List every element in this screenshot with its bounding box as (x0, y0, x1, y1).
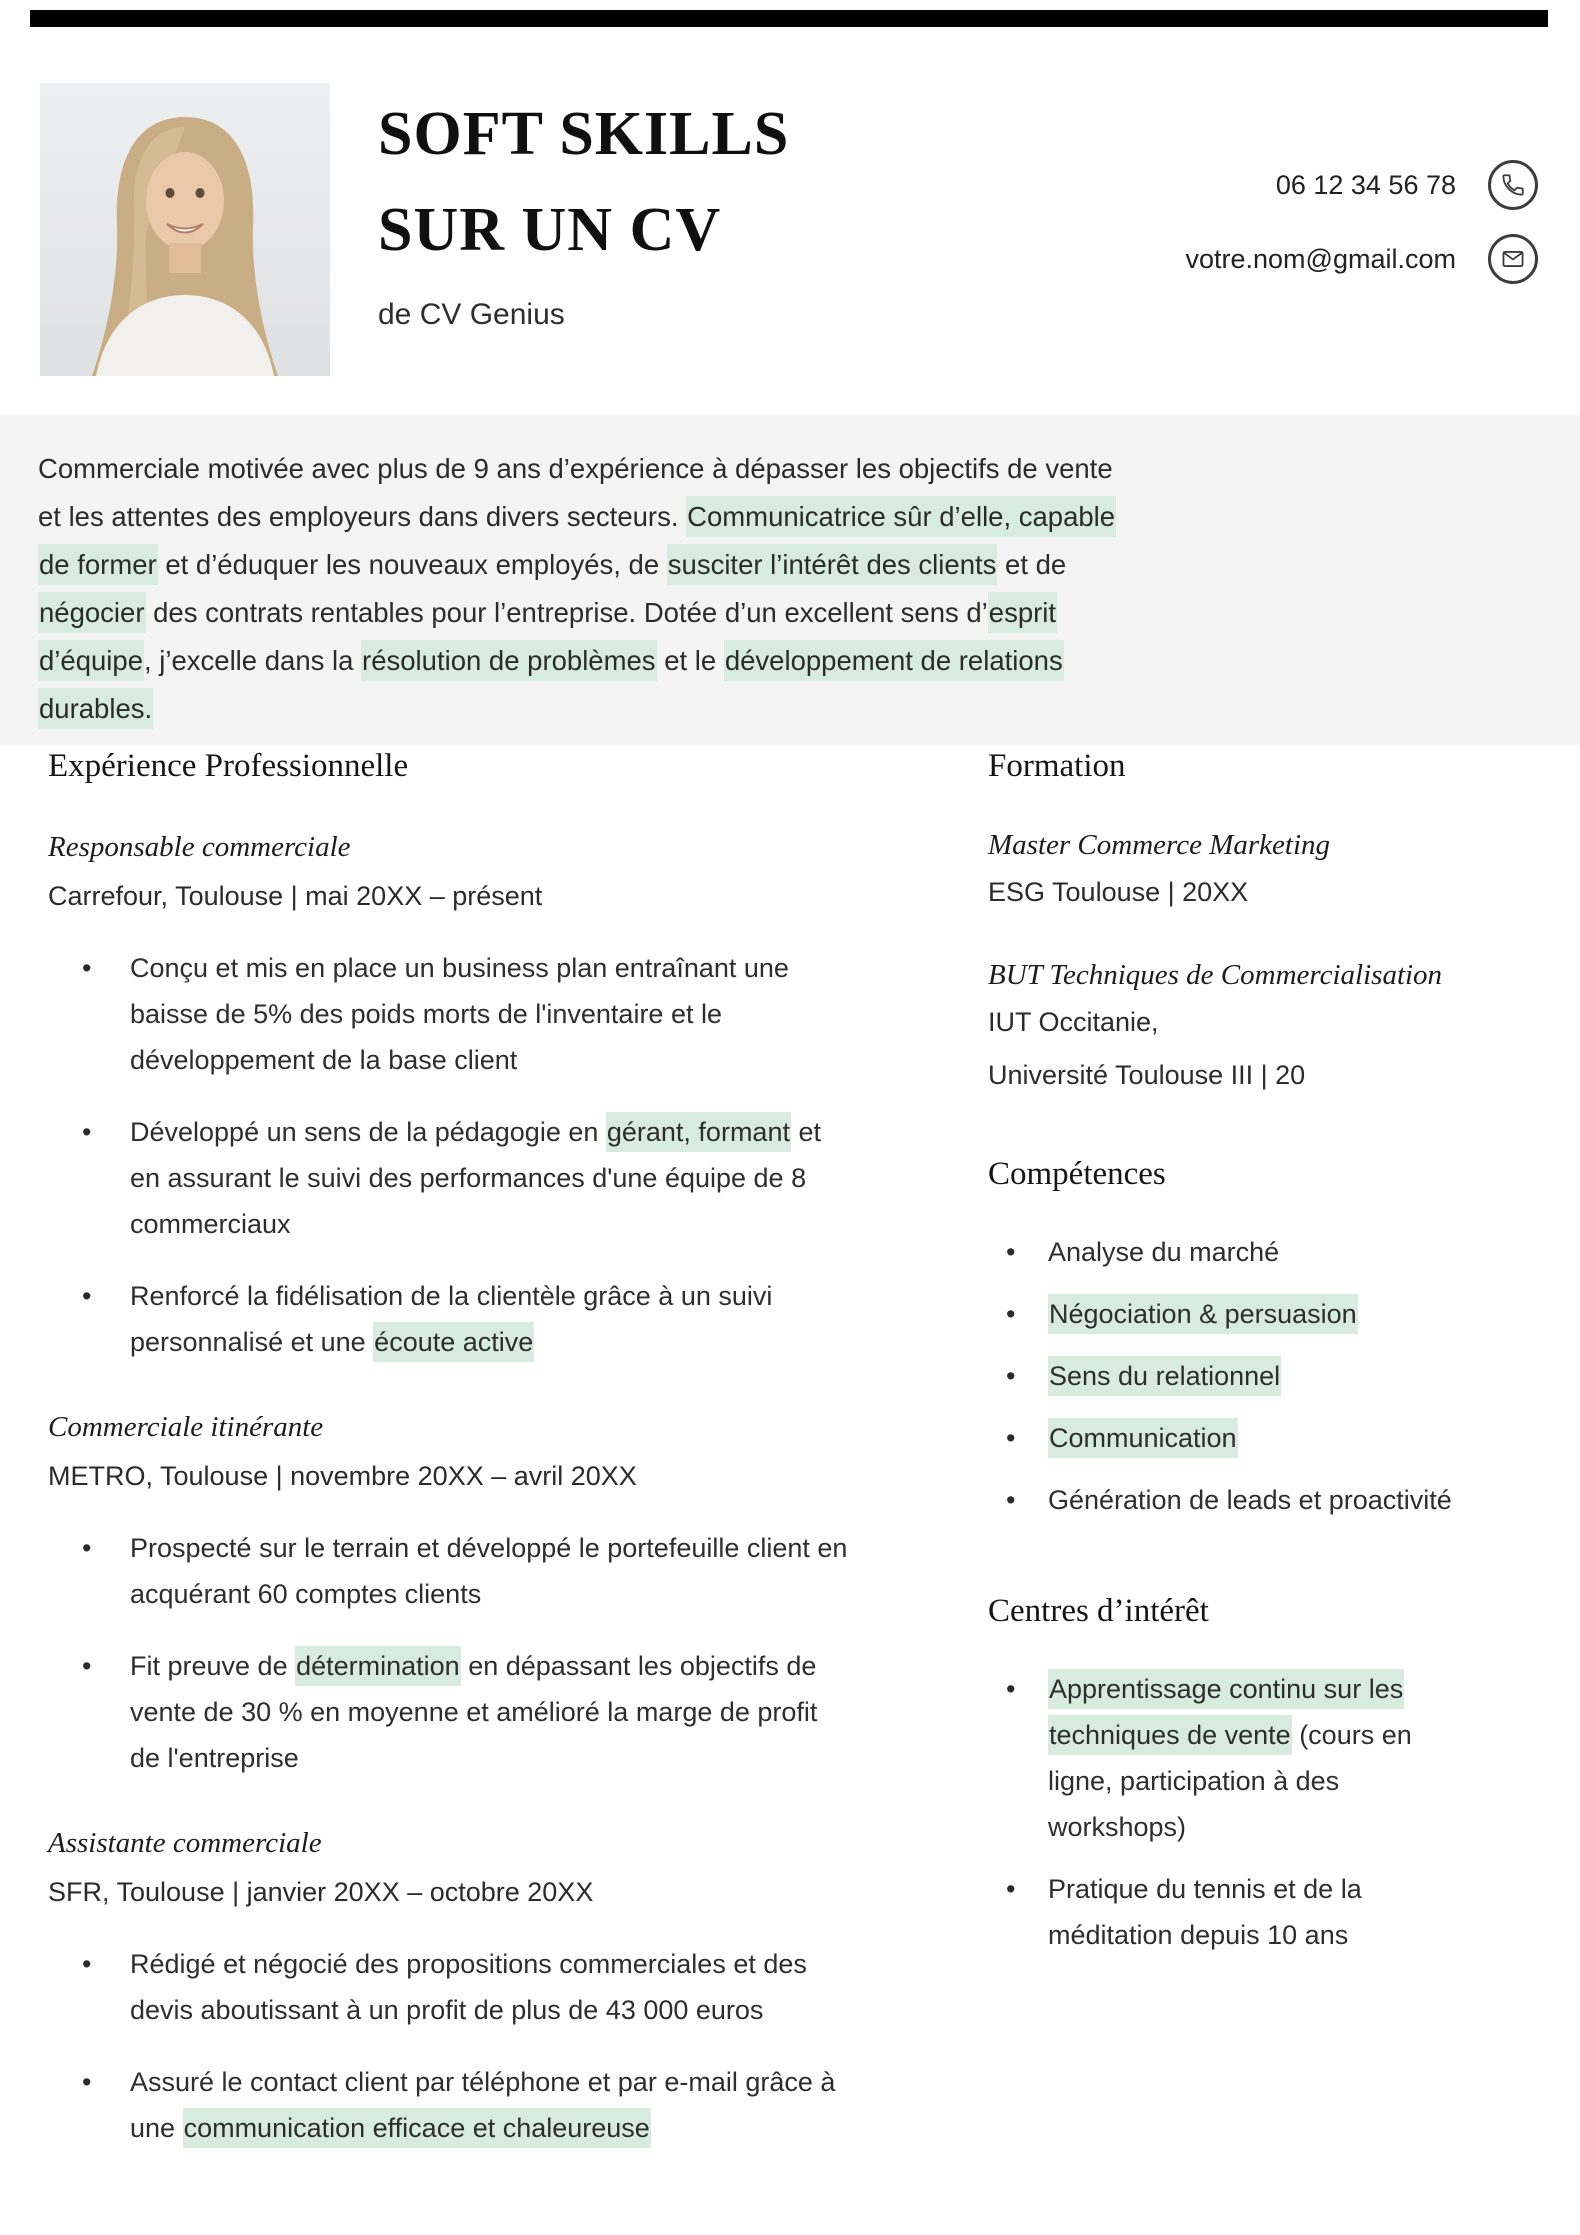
job-entry-1 (48, 831, 884, 1365)
skill-item (988, 1477, 1488, 1523)
job-bullet (48, 945, 850, 1083)
job-bullet-list (48, 1941, 884, 2151)
text-segment: et le (656, 645, 724, 676)
skill-item (988, 1353, 1488, 1399)
highlighted-text: Communicatrice sûr d’elle, capable de former (38, 496, 1116, 585)
text-segment: Commerciale motivée avec plus de 9 ans d’expérience à dépasser les objectifs de vente et les attentes des employeurs dans divers secteurs. (38, 453, 1113, 532)
interest-item (988, 1666, 1488, 1850)
text-segment: Pratique du tennis et de la méditation depuis 10 ans (1048, 1874, 1362, 1950)
contact-email-row (1186, 234, 1539, 284)
highlighted-text: négocier (38, 592, 146, 633)
highlighted-text: Apprentissage continu sur les techniques de vente (1048, 1669, 1404, 1755)
email-address: votre.nom@gmail.com (1185, 243, 1456, 274)
text-segment: Développé un sens de la pédagogie en (130, 1117, 606, 1147)
text-segment: Prospecté sur le terrain et développé le portefeuille client en acquérant 60 comptes clients (130, 1533, 848, 1609)
highlighted-text: écoute active (373, 1322, 534, 1362)
highlighted-text: développement de relations durables. (38, 640, 1064, 729)
text-segment: et d’éduquer les nouveaux employés, de (157, 549, 667, 580)
highlighted-text: Communication (1048, 1418, 1238, 1458)
section-heading-experience: Expérience Professionnelle (48, 748, 409, 784)
text-segment: et en assurant le suivi des performances d'une équipe de 8 commerciaux (130, 1117, 821, 1239)
text-segment: Assuré le contact client par téléphone et par e-mail grâce à une (130, 2067, 836, 2143)
section-heading-formation: Formation (988, 748, 1126, 784)
section-heading-competences: Compétences (988, 1156, 1166, 1192)
top-divider-bar (30, 10, 1548, 27)
mail-icon (1488, 234, 1538, 284)
education-entry-2 (988, 959, 1554, 1098)
portrait-illustration (40, 83, 330, 376)
title-line-2: SUR UN CV (378, 196, 722, 264)
job-bullet (48, 1109, 850, 1247)
phone-number: 06 12 34 56 78 (1275, 169, 1456, 200)
degree-title: Master Commerce Marketing (988, 829, 1331, 861)
summary-section (0, 415, 1580, 745)
job-title: Responsable commerciale (48, 831, 351, 863)
interests-list (988, 1666, 1554, 1958)
degree-meta: IUT Occitanie, (988, 1007, 1159, 1037)
highlighted-text: résolution de problèmes (361, 640, 657, 681)
education-entry-1 (988, 829, 1554, 915)
job-entry-3 (48, 1827, 884, 2151)
title-line-1: SOFT SKILLS (378, 100, 790, 168)
job-bullet-list (48, 945, 884, 1365)
contact-phone-row (1276, 160, 1538, 210)
job-meta: METRO, Toulouse | novembre 20XX – avril 20XX (48, 1461, 637, 1491)
sidebar-column (988, 748, 1554, 1974)
job-meta: Carrefour, Toulouse | mai 20XX – présent (48, 881, 543, 911)
highlighted-text: Négociation & persuasion (1048, 1294, 1358, 1334)
highlighted-text: gérant, formant (606, 1112, 791, 1152)
text-segment: (cours en ligne, participation à des workshops) (1048, 1720, 1412, 1842)
job-entry-2 (48, 1411, 884, 1781)
skill-item (988, 1229, 1488, 1275)
highlighted-text: Sens du relationnel (1048, 1356, 1281, 1396)
highlighted-text: esprit d’équipe (38, 592, 1057, 681)
job-title: Assistante commerciale (48, 1827, 322, 1859)
profile-photo (40, 83, 330, 376)
highlighted-text: susciter l’intérêt des clients (667, 544, 998, 585)
text-segment: Génération de leads et proactivité (1048, 1485, 1452, 1515)
title-block (378, 86, 789, 332)
text-segment: en dépassant les objectifs de vente de 30 % en moyenne et amélioré la marge de profit de l'entreprise (130, 1651, 818, 1773)
text-segment: Conçu et mis en place un business plan entraînant une baisse de 5% des poids morts de l'inventaire et le développement de la base client (130, 953, 789, 1075)
highlighted-text: détermination (295, 1646, 461, 1686)
skill-item (988, 1291, 1488, 1337)
page-title (378, 86, 789, 278)
job-title: Commerciale itinérante (48, 1411, 324, 1443)
summary-paragraph (38, 445, 1120, 733)
text-segment: , j’excelle dans la (143, 645, 362, 676)
page-subtitle: de CV Genius (378, 298, 565, 331)
skills-list (988, 1229, 1554, 1523)
degree-title: BUT Techniques de Commercialisation (988, 959, 1443, 991)
skill-item (988, 1415, 1488, 1461)
text-segment: des contrats rentables pour l’entreprise. Dotée d’un excellent sens d’ (145, 597, 988, 628)
job-bullet (48, 1643, 850, 1781)
job-bullet (48, 1525, 850, 1617)
text-segment: et de (997, 549, 1067, 580)
job-meta: SFR, Toulouse | janvier 20XX – octobre 20XX (48, 1877, 594, 1907)
job-bullet-list (48, 1525, 884, 1781)
job-bullet (48, 2059, 850, 2151)
section-heading-interets: Centres d’intérêt (988, 1593, 1209, 1629)
interest-item (988, 1866, 1488, 1958)
job-bullet (48, 1273, 850, 1365)
text-segment: Fit preuve de (130, 1651, 296, 1681)
highlighted-text: communication efficace et chaleureuse (183, 2108, 651, 2148)
text-segment: Renforcé la fidélisation de la clientèle grâce à un suivi personnalisé et une (130, 1281, 773, 1357)
phone-icon (1488, 160, 1538, 210)
text-segment: Analyse du marché (1048, 1237, 1280, 1267)
text-segment: Rédigé et négocié des propositions commerciales et des devis aboutissant à un profit de plus de 43 000 euros (130, 1949, 807, 2025)
experience-column (48, 748, 884, 2177)
degree-meta: ESG Toulouse | 20XX (988, 877, 1249, 907)
job-bullet (48, 1941, 850, 2033)
degree-meta: Université Toulouse III | 20 (988, 1060, 1306, 1090)
contact-block (1186, 160, 1539, 284)
